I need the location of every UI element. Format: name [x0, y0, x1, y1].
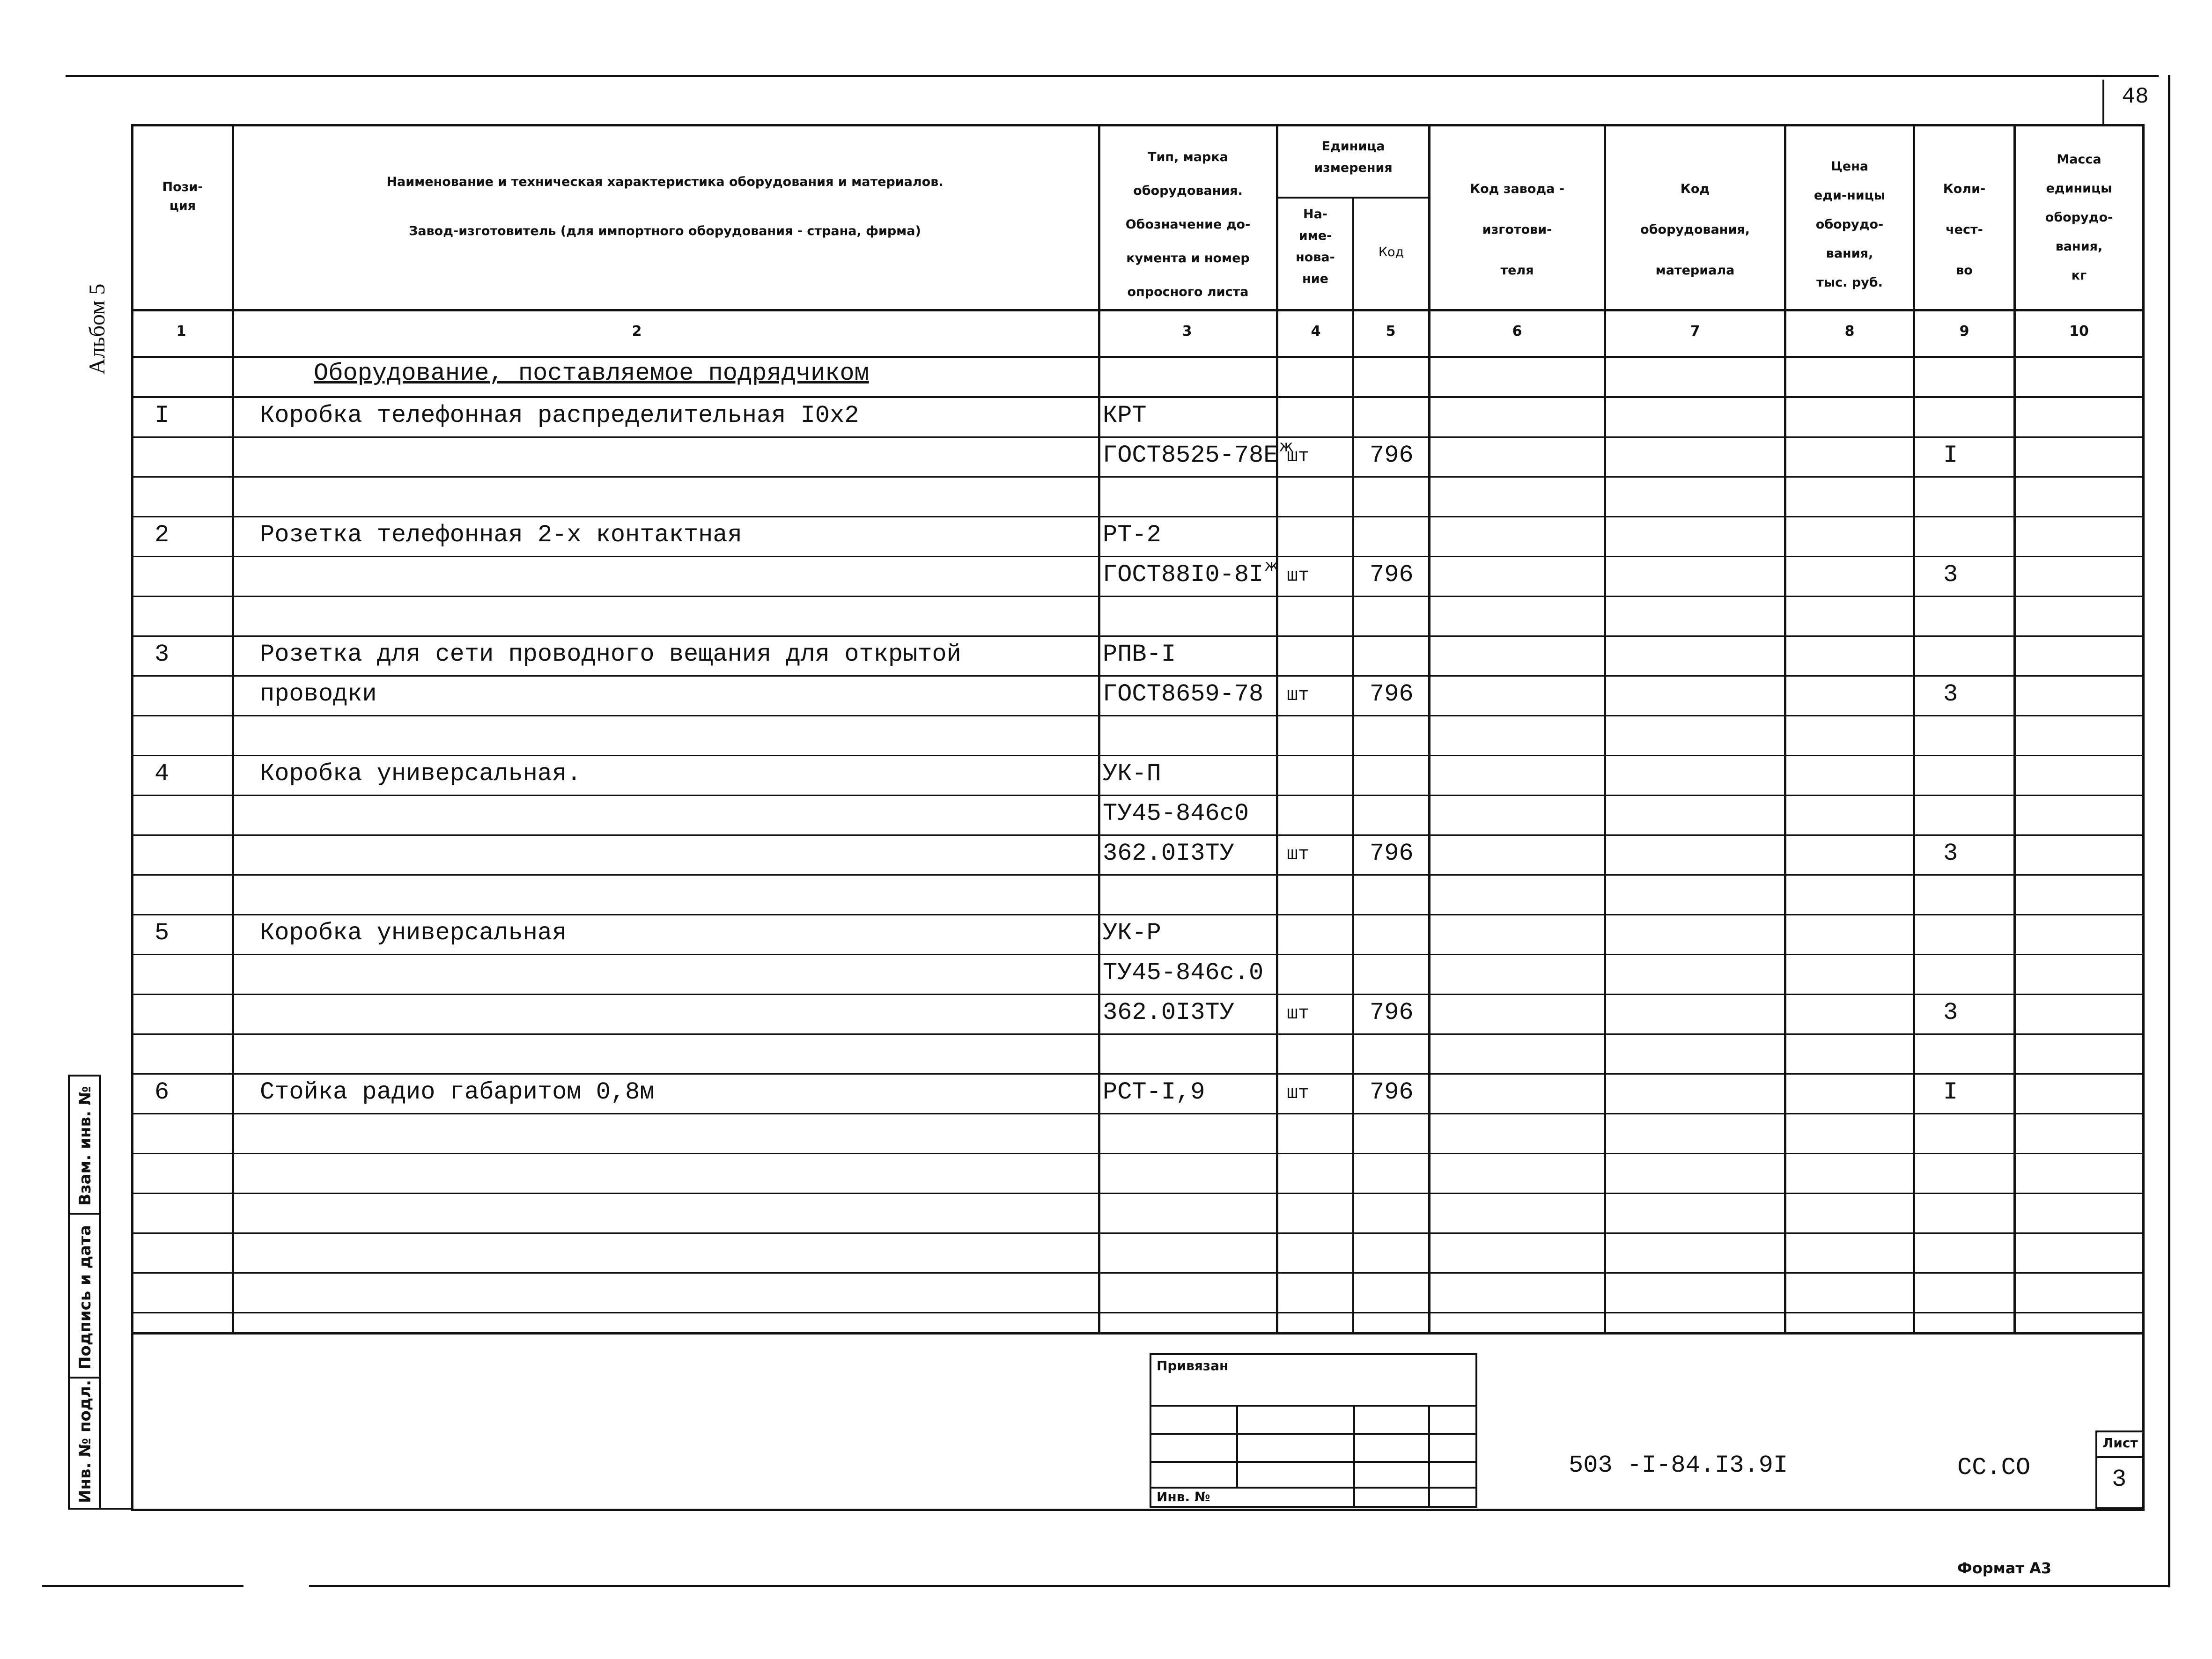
row-line: [131, 1153, 2145, 1154]
row-unit: шт: [1287, 1083, 1310, 1104]
colnum-bottom-line: [131, 356, 2145, 358]
row-code: 796: [1370, 561, 1414, 589]
row-qty: I: [1943, 1078, 1958, 1106]
sheet-box-divider: [2095, 1456, 2145, 1458]
row-pos: 2: [155, 521, 170, 549]
header-col2-line2: Завод-изготовитель (для импортного оборудования - страна, фирма): [409, 224, 921, 238]
row-line: [131, 1193, 2145, 1194]
colnum-9: 9: [1959, 323, 1969, 339]
stamp-vline-2: [1353, 1405, 1355, 1508]
table-bottom-line: [131, 1332, 2145, 1335]
row-line: [131, 994, 2145, 995]
row-qty: 3: [1943, 561, 1958, 589]
vzam-inv-label: Взам. инв. №: [76, 1086, 95, 1206]
row-name: Коробка универсальная: [260, 919, 567, 947]
row-line: [131, 954, 2145, 955]
row-name: Коробка универсальная.: [260, 760, 582, 788]
row-type: 362.0I3ТУ: [1103, 840, 1234, 867]
row-pos: I: [155, 402, 170, 429]
row-name: Коробка телефонная распределительная I0x2: [260, 402, 859, 429]
row-code: 796: [1370, 999, 1414, 1026]
row-name: Стойка радио габаритом 0,8м: [260, 1078, 655, 1106]
row-qty: 3: [1943, 999, 1958, 1026]
row-type: УК-Р: [1103, 919, 1161, 947]
left-strip-div-4: [68, 1508, 133, 1510]
right-border: [2168, 75, 2170, 1587]
header-col8: Цена еди-ницы оборудо- вания, тыс. руб.: [1814, 159, 1886, 290]
col-line-1: [232, 124, 234, 1333]
frame-bottom-line: [131, 1509, 2145, 1511]
col-line-9: [2013, 124, 2016, 1333]
header-col3: Тип, марка оборудования. Обозначение до- кумента и номер опросного листа: [1125, 150, 1251, 299]
row-type: 362.0I3ТУ: [1103, 999, 1234, 1026]
row-code: 796: [1370, 442, 1414, 469]
row-line: [131, 596, 2145, 597]
stamp-vline-1: [1236, 1405, 1238, 1487]
row-line: [131, 635, 2145, 637]
row-type-superscript: ж: [1279, 437, 1294, 456]
row-line: [131, 675, 2145, 677]
colnum-7: 7: [1690, 323, 1700, 339]
row-line: [131, 755, 2145, 756]
header-col1: Пози- ция: [162, 180, 203, 213]
row-type: ТУ45-846с0: [1103, 800, 1249, 827]
row-unit: шт: [1287, 446, 1310, 467]
table-right-border: [2142, 124, 2145, 1510]
row-type: ТУ45-846с.0: [1103, 959, 1264, 987]
colnum-1: 1: [176, 323, 186, 339]
row-line: [131, 436, 2145, 438]
left-strip-div-1: [68, 1075, 101, 1077]
header-col7: Код оборудования, материала: [1640, 182, 1750, 278]
table-top-border: [131, 124, 2145, 126]
top-border: [66, 75, 2159, 77]
header-col5: Код: [1378, 245, 1404, 259]
row-line: [131, 914, 2145, 915]
row-code: 796: [1370, 680, 1414, 708]
row-code: 796: [1370, 840, 1414, 867]
bottom-rule-short: [42, 1585, 243, 1587]
header-col4: На- име- нова- ние: [1296, 207, 1335, 286]
row-line: [131, 516, 2145, 517]
stamp-vline-3: [1428, 1405, 1430, 1508]
colnum-2: 2: [632, 323, 642, 339]
bottom-rule-long: [309, 1585, 2168, 1587]
colnum-3: 3: [1182, 323, 1192, 339]
header-bottom-line: [131, 309, 2145, 311]
row-unit: шт: [1287, 844, 1310, 865]
sheet-value: 3: [2112, 1466, 2127, 1493]
col-line-6: [1604, 124, 1606, 1333]
album-label: Альбом 5: [85, 283, 110, 375]
row-type: УК-П: [1103, 760, 1161, 788]
colnum-10: 10: [2069, 323, 2089, 339]
row-pos: 4: [155, 760, 170, 788]
colnum-5: 5: [1386, 323, 1396, 339]
row-type: ГОСТ88I0-8I: [1103, 561, 1264, 589]
row-pos: 3: [155, 641, 170, 668]
row-line: [131, 1232, 2145, 1234]
header-col10: Масса единицы оборудо- вания, кг: [2045, 152, 2113, 283]
inv-podl-label: Инв. № подл.: [76, 1379, 95, 1503]
table-left-border: [131, 124, 133, 1510]
row-name: Розетка для сети проводного вещания для открытой: [260, 641, 961, 668]
row-pos: 6: [155, 1078, 170, 1106]
row-unit: шт: [1287, 566, 1310, 587]
colnum-4: 4: [1311, 323, 1321, 339]
row-line: [131, 834, 2145, 836]
left-strip-div-3: [68, 1377, 101, 1379]
row-line: [131, 1312, 2145, 1313]
row-name: проводки: [260, 680, 377, 708]
col-line-4: [1352, 197, 1354, 1333]
row-line: [131, 715, 2145, 716]
row-type: РТ-2: [1103, 521, 1161, 549]
row-name: Розетка телефонная 2-х контактная: [260, 521, 742, 549]
inv-no-label: Инв. №: [1157, 1489, 1210, 1504]
row-line: [131, 476, 2145, 478]
privyazan-label: Привязан: [1157, 1358, 1229, 1373]
format-label: Формат А3: [1957, 1559, 2052, 1577]
sheet-label: Лист: [2102, 1435, 2138, 1451]
header-unit-group: Единица измерения: [1314, 139, 1393, 175]
doc-code: 503 -I-84.I3.9I: [1569, 1452, 1788, 1479]
col-line-8: [1913, 124, 1915, 1333]
row-type: РПВ-I: [1103, 641, 1176, 668]
row-line: [131, 1113, 2145, 1114]
row-type: РСТ-I,9: [1103, 1078, 1205, 1106]
podpis-data-label: Подпись и дата: [76, 1225, 95, 1370]
left-strip-outer: [68, 1075, 70, 1508]
row-type: ГОСТ8525-78Е: [1103, 442, 1278, 469]
row-line: [131, 1272, 2145, 1274]
row-code: 796: [1370, 1078, 1414, 1106]
row-line: [131, 556, 2145, 557]
col-line-2: [1098, 124, 1100, 1333]
row-qty: 3: [1943, 680, 1958, 708]
row-type: ГОСТ8659-78: [1103, 680, 1264, 708]
colnum-6: 6: [1512, 323, 1522, 339]
col-line-7: [1784, 124, 1786, 1333]
col-line-3: [1276, 124, 1278, 1333]
row-line: [131, 1033, 2145, 1035]
row-qty: I: [1943, 442, 1958, 469]
left-strip-div-2: [68, 1213, 101, 1215]
col-line-5: [1428, 124, 1430, 1333]
row-unit: шт: [1287, 1003, 1310, 1025]
row-type-superscript: ж: [1264, 556, 1279, 575]
row-line: [131, 795, 2145, 796]
row-unit: шт: [1287, 685, 1310, 706]
doc-mark: СС.СО: [1957, 1454, 2031, 1482]
row-line: [131, 874, 2145, 876]
row-line: [131, 396, 2145, 398]
section-title: Оборудование, поставляемое подрядчиком: [314, 360, 869, 387]
row-line: [131, 1073, 2145, 1075]
sheet-number-top: 48: [2122, 84, 2149, 110]
row-pos: 5: [155, 919, 170, 947]
colnum-8: 8: [1844, 323, 1855, 339]
left-strip-inner: [99, 1075, 101, 1508]
sheet-number-box-left: [2102, 80, 2104, 126]
row-type: КРТ: [1103, 402, 1147, 429]
row-qty: 3: [1943, 840, 1958, 867]
header-col2-line1: Наименование и техническая характеристика оборудования и материалов.: [386, 175, 944, 189]
header-col6: Код завода - изготови- теля: [1470, 182, 1564, 278]
header-col9: Коли- чест- во: [1943, 182, 1986, 278]
